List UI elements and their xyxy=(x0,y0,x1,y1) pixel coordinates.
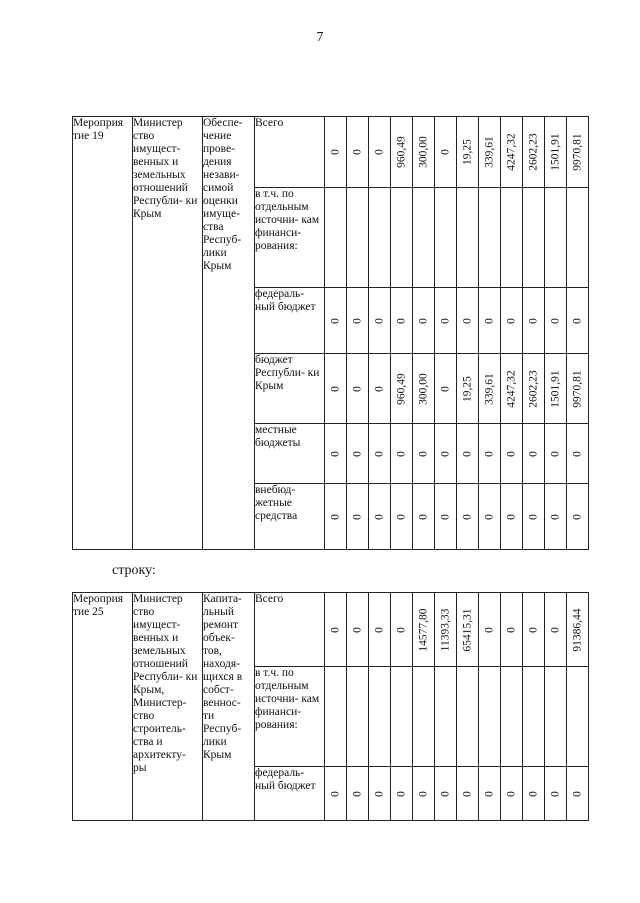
value-text: 0 xyxy=(417,450,429,457)
value-cell xyxy=(347,117,369,188)
value-cell xyxy=(545,117,567,188)
value-cell xyxy=(435,767,457,821)
value-text: 0 xyxy=(549,513,561,520)
value-text: 19,25 xyxy=(461,375,473,402)
value-text: 4247,32 xyxy=(505,369,517,408)
value-cell xyxy=(457,593,479,667)
source-cell: бюджет Республи- ки Крым xyxy=(255,354,325,424)
value-cell xyxy=(413,424,435,484)
value-cell xyxy=(435,117,457,188)
value-text: 0 xyxy=(329,149,341,155)
value-text: 14577,80 xyxy=(417,607,429,652)
value-cell xyxy=(413,288,435,354)
value-text: 0 xyxy=(527,317,539,324)
value-cell xyxy=(435,667,457,767)
value-cell xyxy=(391,288,413,354)
value-text: 300,00 xyxy=(417,136,429,168)
value-text: 0 xyxy=(329,385,341,392)
value-cell xyxy=(501,188,523,288)
value-cell xyxy=(413,767,435,821)
value-cell xyxy=(523,484,545,550)
measure-cell: Капита- льный ремонт объек- тов, находя- щихся в собст- веннос- ти Респуб- лики Крым xyxy=(203,593,255,821)
value-cell xyxy=(369,667,391,767)
value-cell xyxy=(369,484,391,550)
value-cell xyxy=(391,117,413,188)
value-cell xyxy=(457,667,479,767)
value-text: 0 xyxy=(351,450,363,457)
value-cell xyxy=(567,117,589,188)
value-text: 0 xyxy=(439,317,451,324)
value-cell xyxy=(457,354,479,424)
value-cell xyxy=(457,288,479,354)
value-text: 0 xyxy=(373,450,385,457)
value-text: 0 xyxy=(329,790,341,797)
value-cell xyxy=(391,593,413,667)
value-cell xyxy=(391,667,413,767)
value-text: 11393,33 xyxy=(439,608,451,651)
value-cell xyxy=(479,424,501,484)
value-cell xyxy=(545,424,567,484)
value-cell xyxy=(325,354,347,424)
value-cell xyxy=(479,117,501,188)
value-cell xyxy=(545,288,567,354)
value-cell xyxy=(523,424,545,484)
value-cell xyxy=(523,593,545,667)
table-row xyxy=(73,117,589,188)
value-text: 0 xyxy=(395,790,407,797)
value-text: 0 xyxy=(483,513,495,520)
value-text: 91386,44 xyxy=(571,607,583,652)
value-cell xyxy=(413,354,435,424)
value-text: 0 xyxy=(549,317,561,324)
value-text: 960,49 xyxy=(395,372,407,405)
value-text: 0 xyxy=(527,790,539,797)
value-cell xyxy=(369,593,391,667)
value-text: 0 xyxy=(527,626,539,633)
value-cell xyxy=(545,767,567,821)
value-cell xyxy=(479,484,501,550)
value-cell xyxy=(567,484,589,550)
value-cell xyxy=(567,424,589,484)
value-cell xyxy=(567,188,589,288)
value-text: 0 xyxy=(439,790,451,797)
value-cell xyxy=(523,354,545,424)
funding-table-event-19 xyxy=(72,116,589,550)
value-text: 19,25 xyxy=(461,139,473,165)
value-cell xyxy=(457,188,479,288)
value-cell xyxy=(501,117,523,188)
value-text: 0 xyxy=(373,790,385,797)
value-cell xyxy=(347,593,369,667)
value-text: 960,49 xyxy=(395,136,407,168)
value-text: 0 xyxy=(439,450,451,457)
value-text: 0 xyxy=(483,317,495,324)
value-cell xyxy=(523,188,545,288)
value-text: 0 xyxy=(373,385,385,392)
value-cell xyxy=(391,424,413,484)
value-text: 0 xyxy=(395,513,407,520)
value-cell xyxy=(457,424,479,484)
value-text: 0 xyxy=(505,450,517,457)
value-text: 0 xyxy=(329,513,341,520)
value-cell xyxy=(545,667,567,767)
value-cell xyxy=(479,354,501,424)
value-text: 0 xyxy=(351,317,363,324)
value-text: 0 xyxy=(395,317,407,324)
value-cell xyxy=(567,354,589,424)
value-cell xyxy=(457,767,479,821)
value-text: 0 xyxy=(351,149,363,155)
value-cell xyxy=(501,593,523,667)
value-cell xyxy=(325,424,347,484)
value-text: 0 xyxy=(439,149,451,155)
value-text: 0 xyxy=(527,450,539,457)
value-cell xyxy=(413,593,435,667)
value-cell xyxy=(435,424,457,484)
source-cell: федераль- ный бюджет xyxy=(255,288,325,354)
value-cell xyxy=(457,484,479,550)
value-text: 0 xyxy=(549,626,561,633)
value-text: 1501,91 xyxy=(549,369,561,408)
event-cell: Мероприя тие 25 xyxy=(73,593,133,821)
value-cell xyxy=(523,288,545,354)
value-cell xyxy=(413,188,435,288)
value-cell xyxy=(325,767,347,821)
value-cell xyxy=(435,484,457,550)
value-cell xyxy=(501,484,523,550)
value-cell xyxy=(501,288,523,354)
value-cell xyxy=(347,484,369,550)
value-cell xyxy=(523,667,545,767)
source-cell: местные бюджеты xyxy=(255,424,325,484)
value-cell xyxy=(501,354,523,424)
value-cell xyxy=(457,117,479,188)
value-text: 2602,23 xyxy=(527,133,539,171)
value-cell xyxy=(325,667,347,767)
value-cell xyxy=(369,188,391,288)
value-cell xyxy=(479,188,501,288)
value-cell xyxy=(567,288,589,354)
event-cell: Мероприя тие 19 xyxy=(73,117,133,550)
value-text: 0 xyxy=(483,626,495,633)
value-cell xyxy=(479,667,501,767)
value-text: 0 xyxy=(571,450,583,457)
value-cell xyxy=(413,667,435,767)
measure-cell: Обеспе- чение прове- дения незави- симой оценки имуще- ства Респуб- лики Крым xyxy=(203,117,255,550)
value-text: 1501,91 xyxy=(549,133,561,171)
value-cell xyxy=(325,288,347,354)
value-text: 0 xyxy=(373,317,385,324)
table-row xyxy=(73,593,589,667)
funding-table-event-25 xyxy=(72,592,589,821)
value-text: 0 xyxy=(373,149,385,155)
value-text: 0 xyxy=(373,513,385,520)
executor-cell: Министер ство имущест- венных и земельных отношений Республи- ки Крым, Министер- ство строитель- ства и архитекту- ры xyxy=(133,593,203,821)
value-text: 0 xyxy=(549,450,561,457)
value-cell xyxy=(479,767,501,821)
value-cell xyxy=(523,767,545,821)
value-text: 0 xyxy=(417,513,429,520)
value-cell xyxy=(347,354,369,424)
value-cell xyxy=(435,288,457,354)
page-number: 7 xyxy=(316,30,324,45)
value-cell xyxy=(501,767,523,821)
value-cell xyxy=(369,117,391,188)
value-cell xyxy=(391,484,413,550)
value-text: 0 xyxy=(351,513,363,520)
value-text: 0 xyxy=(505,513,517,520)
value-text: 0 xyxy=(461,513,473,520)
between-label: строку: xyxy=(112,563,156,578)
value-text: 339,61 xyxy=(483,136,495,168)
value-cell xyxy=(325,188,347,288)
value-text: 0 xyxy=(417,790,429,797)
value-text: 300,00 xyxy=(417,372,429,405)
value-cell xyxy=(369,767,391,821)
source-cell: в т.ч. по отдельным источни- кам финанси- рования: xyxy=(255,188,325,288)
value-cell xyxy=(523,117,545,188)
value-text: 0 xyxy=(373,626,385,633)
value-text: 0 xyxy=(483,450,495,457)
value-cell xyxy=(413,117,435,188)
source-cell: Всего xyxy=(255,117,325,188)
value-cell xyxy=(347,188,369,288)
value-text: 0 xyxy=(549,790,561,797)
value-text: 0 xyxy=(505,626,517,633)
value-cell xyxy=(501,424,523,484)
value-text: 0 xyxy=(395,626,407,633)
value-text: 9970,81 xyxy=(571,369,583,408)
value-cell xyxy=(391,354,413,424)
value-text: 0 xyxy=(329,317,341,324)
value-cell xyxy=(567,667,589,767)
source-cell: федераль- ный бюджет xyxy=(255,767,325,821)
value-cell xyxy=(501,667,523,767)
value-cell xyxy=(435,593,457,667)
executor-cell: Министер ство имущест- венных и земельных отношений Республи- ки Крым xyxy=(133,117,203,550)
value-cell xyxy=(347,767,369,821)
value-text: 2602,23 xyxy=(527,369,539,408)
value-text: 0 xyxy=(571,317,583,324)
value-cell xyxy=(369,288,391,354)
value-text: 0 xyxy=(461,790,473,797)
value-cell xyxy=(545,188,567,288)
value-cell xyxy=(347,288,369,354)
value-cell xyxy=(413,484,435,550)
value-cell xyxy=(567,593,589,667)
value-cell xyxy=(391,767,413,821)
value-cell xyxy=(545,593,567,667)
value-text: 0 xyxy=(505,790,517,797)
value-text: 0 xyxy=(571,790,583,797)
value-text: 0 xyxy=(329,450,341,457)
source-cell: в т.ч. по отдельным источни- кам финанси- рования: xyxy=(255,667,325,767)
value-cell xyxy=(435,188,457,288)
value-cell xyxy=(391,188,413,288)
value-cell xyxy=(369,354,391,424)
value-text: 0 xyxy=(329,626,341,633)
value-cell xyxy=(479,593,501,667)
value-cell xyxy=(325,593,347,667)
value-text: 0 xyxy=(571,513,583,520)
value-cell xyxy=(325,117,347,188)
value-text: 0 xyxy=(461,450,473,457)
value-text: 0 xyxy=(527,513,539,520)
value-text: 0 xyxy=(417,317,429,324)
value-cell xyxy=(325,484,347,550)
value-text: 0 xyxy=(439,513,451,520)
value-cell xyxy=(545,354,567,424)
value-text: 0 xyxy=(351,626,363,633)
value-cell xyxy=(479,288,501,354)
value-text: 65415,31 xyxy=(461,607,473,652)
value-text: 0 xyxy=(351,790,363,797)
value-text: 4247,32 xyxy=(505,133,517,171)
value-cell xyxy=(567,767,589,821)
value-text: 0 xyxy=(439,385,451,392)
value-cell xyxy=(435,354,457,424)
value-text: 9970,81 xyxy=(571,133,583,171)
value-cell xyxy=(369,424,391,484)
value-text: 0 xyxy=(483,790,495,797)
value-text: 0 xyxy=(505,317,517,324)
value-text: 339,61 xyxy=(483,372,495,405)
value-text: 0 xyxy=(351,385,363,392)
value-text: 0 xyxy=(461,317,473,324)
source-cell: внебюд- жетные средства xyxy=(255,484,325,550)
value-text: 0 xyxy=(395,450,407,457)
value-cell xyxy=(347,424,369,484)
source-cell: Всего xyxy=(255,593,325,667)
value-cell xyxy=(545,484,567,550)
value-cell xyxy=(347,667,369,767)
